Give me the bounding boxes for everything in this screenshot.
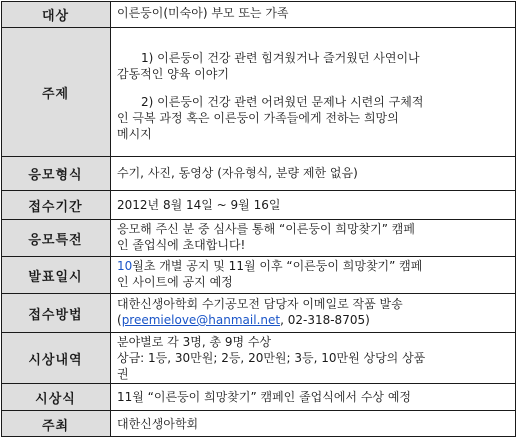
value-announcement — [111, 257, 516, 293]
row-theme — [1, 28, 516, 156]
label-host: 주최 — [1, 411, 111, 437]
row-announcement — [1, 257, 516, 293]
row-awards — [1, 333, 516, 383]
row-benefit — [1, 220, 516, 256]
theme-item-1 — [117, 50, 510, 66]
value-benefit — [111, 220, 516, 256]
value-host — [111, 411, 516, 437]
awards-line-3: 권 — [117, 367, 129, 381]
theme-item-2-line-3: 메시지 — [117, 127, 152, 141]
theme-item-2-line-2: 인 극복 과정 혹은 이른둥이 가족들에게 전하는 희망의 — [117, 111, 399, 125]
theme-item-1-line-2: 감동적인 양육 이야기 — [117, 67, 229, 81]
benefit-line-1: 응모해 주신 분 중 심사를 통해 “이른둥이 희망찾기” 캠페 — [117, 222, 415, 236]
awards-line-2: 상금: 1등, 30만원; 2등, 20만원; 3등, 10만원 상당의 상품 — [117, 351, 426, 365]
row-submission — [1, 294, 516, 332]
row-host — [1, 411, 516, 437]
theme-item-2-line-1: 2) 이른둥이 건강 관련 어려웠던 문제나 시련의 구체적 — [141, 95, 424, 109]
label-awards: 시상내역 — [1, 333, 111, 383]
label-target: 대상 — [1, 1, 111, 27]
row-period — [1, 191, 516, 219]
theme-item-1-line-1: 1) 이른둥이 건강 관련 힘겨웠거나 즐거웠던 사연이나 — [141, 51, 420, 65]
value-submission — [111, 294, 516, 332]
row-ceremony — [1, 384, 516, 410]
benefit-line-2: 인 졸업식에 초대합니다! — [117, 238, 246, 252]
host-text: 대한신생아학회 — [117, 417, 199, 431]
value-target — [111, 1, 516, 27]
row-target — [1, 1, 516, 27]
paren-open: ( — [117, 313, 122, 327]
label-format: 응모형식 — [1, 157, 111, 190]
value-theme — [111, 28, 516, 156]
row-format — [1, 157, 516, 190]
value-awards — [111, 333, 516, 383]
target-text: 이른둥이(미숙아) 부모 또는 가족 — [117, 6, 289, 20]
label-ceremony: 시상식 — [1, 384, 111, 410]
announcement-line-2: 인 사이트에 공지 예정 — [117, 275, 233, 289]
label-period: 접수기간 — [1, 191, 111, 219]
format-text: 수기, 사진, 동영상 (자유형식, 분량 제한 없음) — [117, 166, 358, 180]
phone-text: , 02-318-8705) — [280, 313, 370, 327]
period-text: 2012년 8월 14일 ~ 9월 16일 — [117, 198, 281, 212]
submission-line-2 — [117, 312, 510, 328]
label-announcement: 발표일시 — [1, 257, 111, 293]
announcement-line-1 — [117, 258, 510, 274]
submission-line-1: 대한신생아학회 수기공모전 담당자 이메일로 작품 발송 — [117, 297, 403, 311]
label-submission: 접수방법 — [1, 294, 111, 332]
label-theme: 주제 — [1, 28, 111, 156]
announcement-line-1-rest: 월초 개별 공지 및 11월 이후 “이른둥이 희망찾기” 캠페 — [132, 259, 423, 273]
value-format — [111, 157, 516, 190]
awards-line-1: 분야별로 각 3명, 총 9명 수상 — [117, 335, 272, 349]
contest-info-table — [1, 1, 516, 437]
value-period — [111, 191, 516, 219]
announcement-month: 10 — [117, 259, 133, 273]
theme-item-2 — [117, 94, 510, 110]
value-ceremony — [111, 384, 516, 410]
ceremony-text: 11월 “이른둥이 희망찾기” 캠페인 졸업식에서 수상 예정 — [117, 390, 412, 404]
email-link[interactable]: preemielove@hanmail.net — [121, 313, 281, 327]
label-benefit: 응모특전 — [1, 220, 111, 256]
